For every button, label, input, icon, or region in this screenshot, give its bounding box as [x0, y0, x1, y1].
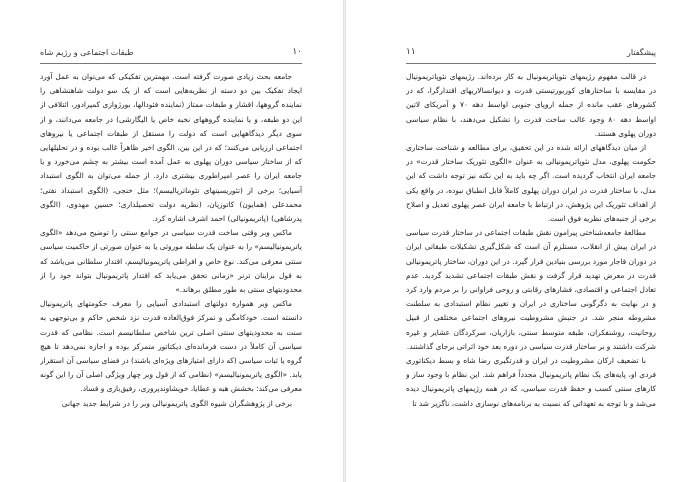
- left-paragraph-3: ماکس وبر همواره دولتهای استبدادی آسیایی را معرف حکومتهای پاتریمونیال دانسته است. خودکامگی و تمرکز فوق‌العاده قدرت نزد شخص حاکم و بی‌توجهی به سنت به محدودیتهای سنتی اصلی ترین شاخص سلطانیسم است. نظامی که قدرت سیاسی آن کاملاً در دست فرمانده‌ای دیکتاتور متمرکز بوده و اجازه نمی‌دهد تا هیچ گروه یا ثبات سیاسی (که دارای امتیازهای ویژه‌ای باشند) در فضای سیاسی آن استقرار یابد. «الگوی پاتریمونیالیسم» (نظامی که از قول وبر چهار ویژگی اصلی آن را این گونه معرفی می‌کند: بخشش هبه و عطایا، خویشاوندپروری، رفیق‌بازی و فساد.: [40, 299, 302, 394]
- left-header-rule: [40, 63, 302, 64]
- left-page: [0, 0, 343, 482]
- left-page-number: ۱۰: [292, 47, 302, 57]
- left-body-text: [40, 70, 302, 478]
- left-paragraph-4: برخی از پژوهشگران شیوه الگوی پاتریمونیالی وبر را در شرایط جدید جهانی: [61, 398, 292, 408]
- right-page-number: ۱۱: [406, 47, 416, 57]
- right-body-text: [406, 70, 656, 478]
- right-paragraph-3: مطالعهٔ جامعه‌شناختی پیرامون نقش طبقات اجتماعی در ساختار قدرت سیاسی در ایران پیش از انقلاب، مستلزم آن است که شکل‌گیری تشکیلات طبقاتی ایران در دوران قاجار مورد بررسی بنیادین قرار گیرد. در این دوران، ساختار پاتریمونیالی قدرت در معرض تهدید قرار گرفت و نقش طبقات اجتماعی تشدید گردید. عدم تعادل اجتماعی و اقتصادی، فشارهای رقابتی و روحی فراوانی را بر مردم وارد کرد و در نهایت به دگرگونی ساختاری در ایران و تغییر نظام استبدادی به سلطنت مشروطه منجر شد. در جنبش مشروطیت نیروهای اجتماعی مختلفی از قبیل روحانیت، روشنفکران، طبقه متوسط سنتی، بازاریان، سرکردگان عشایر و غیره شرکت داشتند و بر ساختار قدرت سیاسی در دوره بعد خود اثراتی برجای گذاشتند.: [406, 228, 656, 351]
- right-running-title: پیشگفتار: [627, 48, 656, 57]
- left-paragraph-2: ماکس وبر وقتی ساخت قدرت سیاسی در جوامع سنتی را توضیح می‌دهد «الگوی پاتریمونیالیسم» را به عنوان یک سلطه موروثی یا به عنوان صورتی از حاکمیت سیاسی سنتی معرفی می‌کند. نوع خاص و افراطی پاتریمونیالیسم، اقتدار سلطانی می‌باشد که به قول براینان ترنر «زمانی تحقق می‌یابد که اقتدار پاتریمونیال بتواند خود را از محدودیتهای سنتی به طور مطلق برهاند.»: [40, 228, 302, 295]
- right-page: [346, 0, 689, 482]
- left-running-title: طبقات اجتماعی و رژیم شاه: [40, 48, 134, 57]
- right-page-header: [406, 48, 656, 62]
- left-page-header: [40, 48, 302, 62]
- left-paragraph-1: جامعه بحث زیادی صورت گرفته است. مهمترین تفکیکی که می‌توان به عمل آورد ایجاد تفکیک بین دو دسته از نظریه‌هایی است که از یک سو دولت شاهنشاهی را نماینده گروهها، اقشار و طبقات ممتاز (نماینده فئودالها، بورژوازی کمپرادور، ائتلافی از این دو طبقه، و یا نماینده گروههای نخبه خاص یا الیگارشی) در جامعه می‌دانند، و از سوی دیگر دیدگاههایی است که دولت را مستقل از طبقات اجتماعی یا نیروهای اجتماعی ارزیابی می‌کنند؛ که در این بین، الگوی اخیر ظاهراً غالب بوده و در تحلیلهایی که از ساختار سیاسی دوران پهلوی به عمل آمده است بیشتر به چشم می‌خورد و یا جامعه ایران را عصر امپراطوری بیشتری دارد. از جمله می‌توان به الگوی استبداد آسیایی؛ برخی از (تئوریسینهای تئوماتریالیسم)؛ مثل خنجی، (الگوی استبداد نفتی؛ محمدعلی (همایون) کاتوزیان، (نظریه دولت تحصیلداری؛ حسین مهدوی، (الگوی پدرشاهی) (پاتریمونیالی) احمد اشرف اشاره کرد.: [40, 72, 302, 224]
- right-paragraph-4: با تضعیف ارکان مشروطیت در ایران و قدرتگیری رضا شاه و بسط دیکتاتوری فردی او، پایه‌های یک نظام پاتریمونیال مجدداً فراهم شد. این نظام با وجود ساز و کارهای سنتی کسب و حفظ قدرت سیاسی، که در همه رژیمهای پاتریمونیال دیده می‌شد و با توجه به تعهداتی که نسبت به برنامه‌های نوسازی داشت، ناگزیر شد تا: [406, 356, 656, 408]
- right-paragraph-2: از میان دیدگاههای ارائه شده در این تحقیق، برای مطالعه و شناخت ساختاری حکومت پهلوی، مدل نئوپاتریمونیالی به عنوان «الگوی تئوریک ساختار قدرت» در جامعه ایران انتخاب گردیده است. اگر چه باید به این نکته نیز توجه داشت که این مدل، با ساختار قدرت در ایران دوران پهلوی کاملاً قابل انطباق نبوده، در واقع یکی از اهداف تئوریک این پژوهش، در ارتباط با جامعه ایران عصر پهلوی تعدیل و اصلاح برخی از جنبه‌های نظریه فوق است.: [406, 143, 656, 224]
- right-paragraph-1: در قالب مفهوم رژیمهای نئوپاتریمونیال به کار برده‌اند. رژیمهای نئوپاتریمونیال در مقایسه با ساختارهای کوربورتیستی قدرت و دیوانسالاریهای اقتدارگرا، که در کشورهای عقب مانده از جمله اروپای جنوبی اواسط دهه ۷۰ و آمریکای لاتین اواسط دهه ۸۰ وجود غالب ساخت قدرت را تشکیل می‌دهند، با نظام سیاسی دوران پهلوی هستند.: [406, 72, 656, 138]
- right-header-rule: [406, 63, 656, 64]
